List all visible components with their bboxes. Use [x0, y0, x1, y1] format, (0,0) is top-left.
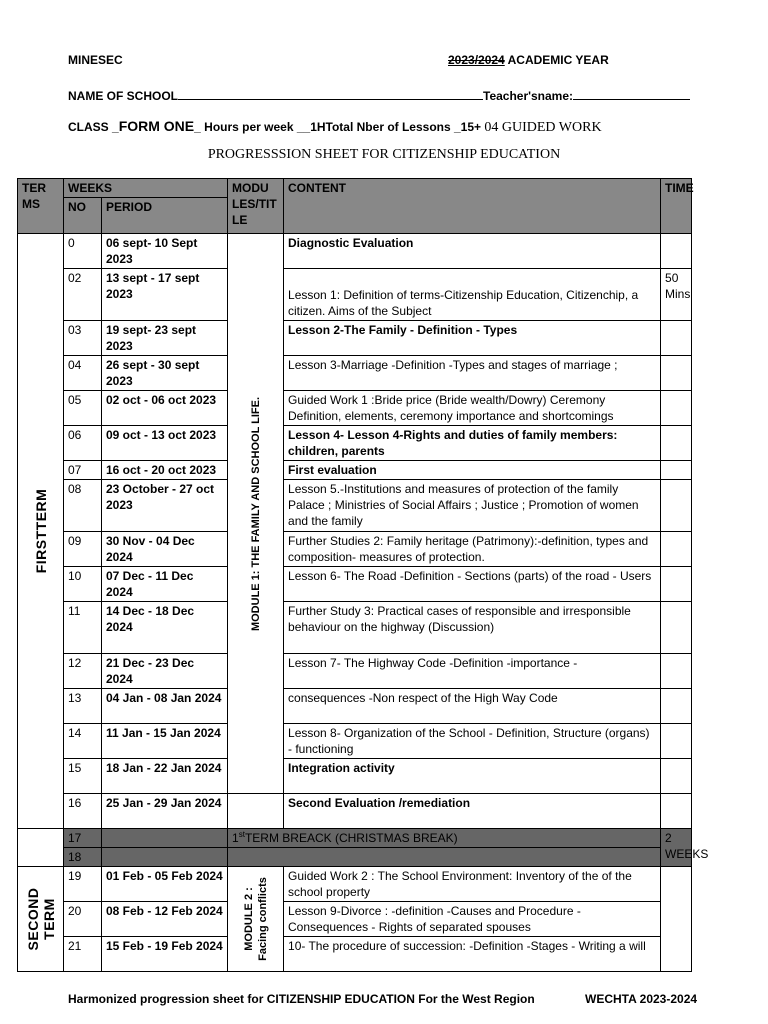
table-row — [18, 567, 692, 602]
module-title-line: Facing conflicts — [256, 877, 269, 961]
module-cell — [228, 234, 284, 794]
week-period: 01 Feb - 05 Feb 2024 — [102, 867, 228, 902]
academic-year-value: 2023/2024 — [448, 53, 505, 67]
table-row — [18, 937, 692, 972]
week-no: 18 — [64, 848, 102, 867]
school-blank — [178, 87, 483, 100]
table-row — [18, 234, 692, 269]
col-terms-header: TER MS — [18, 179, 64, 234]
lesson-time — [661, 724, 692, 759]
break-label-cell — [228, 848, 661, 867]
lesson-time — [661, 321, 692, 356]
week-no: 12 — [64, 654, 102, 689]
week-period: 07 Dec - 11 Dec 2024 — [102, 567, 228, 602]
break-time: 2 WEEKS — [661, 829, 692, 867]
lesson-content: Lesson 3-Marriage -Definition -Types and stages of marriage ; — [284, 356, 661, 391]
break-period-cell — [102, 829, 228, 848]
lesson-time — [661, 532, 692, 567]
lesson-time — [661, 602, 692, 654]
lesson-time — [661, 759, 692, 794]
week-no: 10 — [64, 567, 102, 602]
lesson-content: Second Evaluation /remediation — [284, 794, 661, 829]
term-label: FIRSTTERM — [32, 488, 49, 574]
col-content-header: CONTENT — [284, 179, 661, 234]
teacher-blank — [573, 87, 690, 100]
week-period: 11 Jan - 15 Jan 2024 — [102, 724, 228, 759]
lesson-time — [661, 794, 692, 829]
week-period: 16 oct - 20 oct 2023 — [102, 461, 228, 480]
week-no: 16 — [64, 794, 102, 829]
page-title: PROGRESSSION SHEET FOR CITIZENSHIP EDUCATION — [207, 147, 561, 162]
week-no: 09 — [64, 532, 102, 567]
week-period: 04 Jan - 08 Jan 2024 — [102, 689, 228, 724]
week-no: 03 — [64, 321, 102, 356]
week-no: 11 — [64, 602, 102, 654]
table-row — [18, 654, 692, 689]
week-no: 13 — [64, 689, 102, 724]
lesson-content: Lesson 8- Organization of the School - Definition, Structure (organs) - functioning — [284, 724, 661, 759]
lesson-time — [661, 689, 692, 724]
term-label: SECOND TERM — [24, 887, 57, 951]
table-row — [18, 794, 692, 829]
week-no: 14 — [64, 724, 102, 759]
academic-year — [448, 53, 609, 67]
week-no: 05 — [64, 391, 102, 426]
table-row — [18, 724, 692, 759]
break-row — [18, 829, 692, 848]
table-row — [18, 321, 692, 356]
week-no: 17 — [64, 829, 102, 848]
lesson-content: Guided Work 1 :Bride price (Bride wealth/Dowry) Ceremony Definition, elements, ceremony importance and shortcomings — [284, 391, 661, 426]
week-no: 15 — [64, 759, 102, 794]
week-no: 06 — [64, 426, 102, 461]
lesson-time — [661, 356, 692, 391]
week-period: 26 sept - 30 sept 2023 — [102, 356, 228, 391]
week-period: 15 Feb - 19 Feb 2024 — [102, 937, 228, 972]
progression-table — [17, 178, 709, 972]
table-row — [18, 759, 692, 794]
week-period: 06 sept- 10 Sept 2023 — [102, 234, 228, 269]
table-row — [18, 532, 692, 567]
table-row — [18, 480, 692, 532]
lesson-time — [661, 654, 692, 689]
week-period: 23 October - 27 oct 2023 — [102, 480, 228, 532]
lesson-content: consequences -Non respect of the High Way Code — [284, 689, 661, 724]
col-weeks-header: WEEKS — [64, 179, 228, 198]
lesson-content: Lesson 1: Definition of terms-Citizenship Education, Citizenchip, a citizen. Aims of the Subject — [284, 269, 661, 321]
lesson-time — [661, 867, 692, 972]
week-period: 25 Jan - 29 Jan 2024 — [102, 794, 228, 829]
week-period: 09 oct - 13 oct 2023 — [102, 426, 228, 461]
lesson-content: Lesson 7- The Highway Code -Definition -importance - — [284, 654, 661, 689]
module-title-line: MODULE 2 : — [242, 887, 255, 951]
lesson-time — [661, 461, 692, 480]
lesson-content: 10- The procedure of succession: -Definition -Stages - Writing a will — [284, 937, 661, 972]
table-row — [18, 461, 692, 480]
table-row — [18, 689, 692, 724]
table-row — [18, 426, 692, 461]
class-line — [68, 118, 602, 136]
lesson-content: Lesson 9-Divorce : -definition -Causes and Procedure - Consequences - Rights of separated spouses — [284, 902, 661, 937]
week-period: 21 Dec - 23 Dec 2024 — [102, 654, 228, 689]
week-period: 30 Nov - 04 Dec 2024 — [102, 532, 228, 567]
week-period: 18 Jan - 22 Jan 2024 — [102, 759, 228, 794]
week-period: 13 sept - 17 sept 2023 — [102, 269, 228, 321]
school-line — [68, 87, 690, 103]
footer-left: Harmonized progression sheet for CITIZENSHIP EDUCATION For the West Region — [68, 992, 535, 1006]
break-label — [228, 829, 661, 848]
col-modules-header: MODU LES/TIT LE — [228, 179, 284, 234]
lesson-content: Lesson 6- The Road -Definition - Sections (parts) of the road - Users — [284, 567, 661, 602]
week-no: 0 — [64, 234, 102, 269]
week-no: 02 — [64, 269, 102, 321]
week-no: 04 — [64, 356, 102, 391]
table-row — [18, 867, 692, 902]
lesson-content: Diagnostic Evaluation — [284, 234, 661, 269]
week-period: 14 Dec - 18 Dec 2024 — [102, 602, 228, 654]
week-no: 07 — [64, 461, 102, 480]
lesson-content: Integration activity — [284, 759, 661, 794]
week-no: 08 — [64, 480, 102, 532]
module-title: MODULE 1: THE FAMILY AND SCHOOL LIFE. — [249, 396, 262, 631]
term-gap-cell — [18, 829, 64, 867]
week-period: 19 sept- 23 sept 2023 — [102, 321, 228, 356]
table-row — [18, 602, 692, 654]
table-row — [18, 356, 692, 391]
lesson-time — [661, 234, 692, 269]
lesson-content: Guided Work 2 : The School Environment: Inventory of the of the school property — [284, 867, 661, 902]
module-cell-empty — [228, 794, 284, 829]
lesson-time — [661, 391, 692, 426]
week-no: 20 — [64, 902, 102, 937]
table-row — [18, 902, 692, 937]
lesson-content: Lesson 5.-Institutions and measures of protection of the family Palace ; Ministries of Social Affairs ; Justice ; Promotion of women and the family — [284, 480, 661, 532]
lesson-content: Lesson 4- Lesson 4-Rights and duties of family members: children, parents — [284, 426, 661, 461]
academic-year-label: ACADEMIC YEAR — [504, 53, 609, 67]
table-row — [18, 391, 692, 426]
col-time-header: TIME — [661, 179, 692, 234]
col-no-header: NO — [64, 198, 102, 234]
break-label-text: TERM BREACK (CHRISTMAS BREAK) — [244, 831, 458, 845]
week-no: 21 — [64, 937, 102, 972]
term-cell — [18, 867, 64, 972]
lesson-time: 50 Mins — [661, 269, 692, 321]
lesson-content: Lesson 2-The Family - Definition - Types — [284, 321, 661, 356]
week-period: 08 Feb - 12 Feb 2024 — [102, 902, 228, 937]
lesson-time — [661, 567, 692, 602]
week-no: 19 — [64, 867, 102, 902]
lesson-time — [661, 426, 692, 461]
break-period-cell — [102, 848, 228, 867]
ministry-label: MINESEC — [68, 53, 123, 67]
lesson-content: First evaluation — [284, 461, 661, 480]
break-label-num: 1 — [232, 831, 239, 845]
class-prefix: CLASS _ — [68, 120, 119, 134]
col-period-header: PERIOD — [102, 198, 228, 234]
week-period: 02 oct - 06 oct 2023 — [102, 391, 228, 426]
break-row — [18, 848, 692, 867]
break-label-sup: st — [238, 830, 245, 839]
term-cell — [18, 234, 64, 829]
class-info: _ Hours per week __1HTotal Nber of Lessons _15+ — [194, 120, 485, 134]
module-title — [242, 877, 270, 961]
school-label: NAME OF SCHOOL — [68, 89, 178, 103]
teacher-label: Teacher'sname: — [483, 89, 574, 103]
lesson-time — [661, 480, 692, 532]
lesson-content: Further Studies 2: Family heritage (Patrimony):-definition, types and composition- measures of protection. — [284, 532, 661, 567]
footer-right: WECHTA 2023-2024 — [585, 992, 698, 1006]
table-row — [18, 269, 692, 321]
guided-work-label: 04 GUIDED WORK — [484, 120, 602, 135]
class-value: FORM ONE — [118, 118, 195, 134]
module-cell — [228, 867, 284, 972]
lesson-content: Further Study 3: Practical cases of responsible and irresponsible behaviour on the highway (Discussion) — [284, 602, 661, 654]
